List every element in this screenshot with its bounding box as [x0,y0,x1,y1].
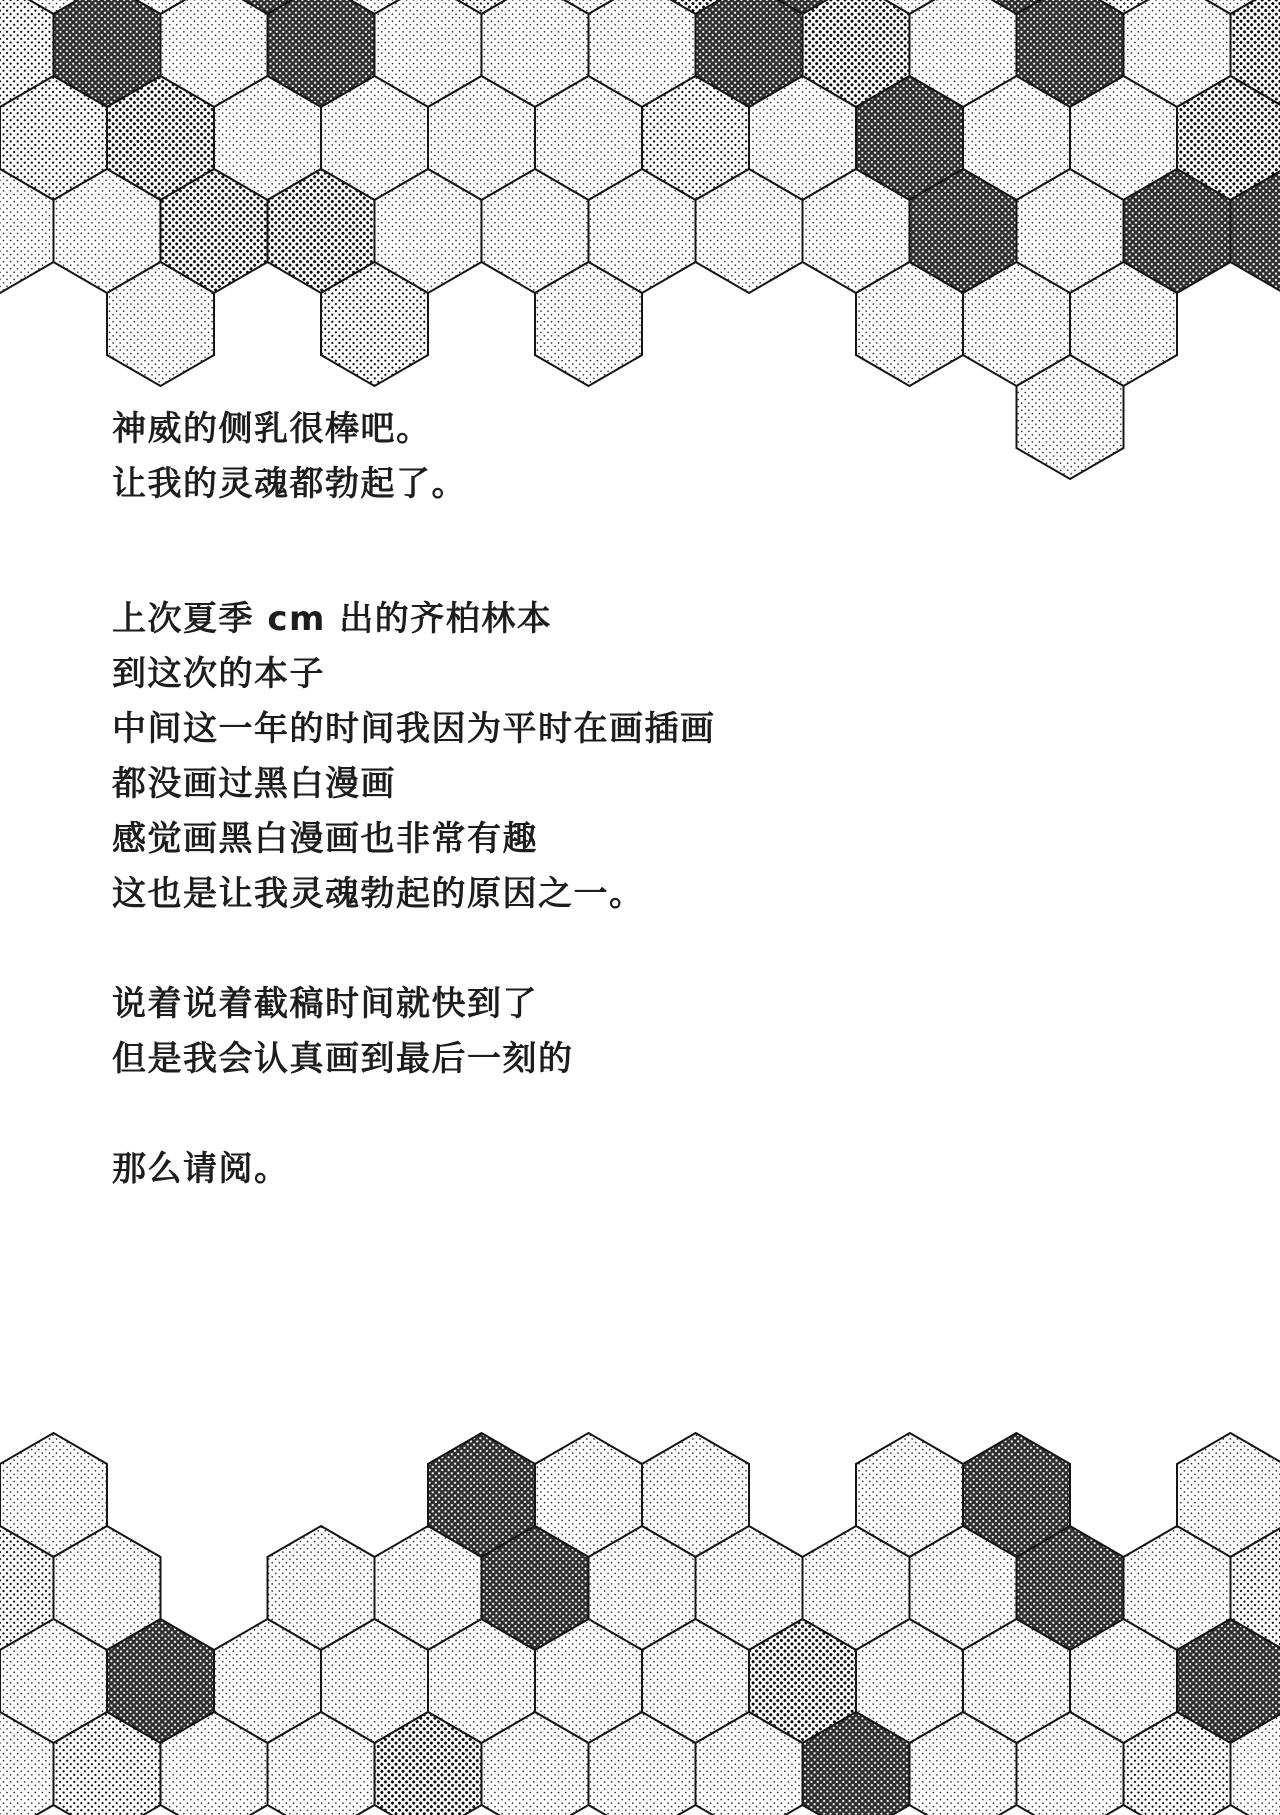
afterword-line: 到这次的本子 [112,654,325,694]
afterword-text [112,402,1172,1197]
afterword-line: 神威的侧乳很棒吧。 [112,409,432,449]
afterword-paragraph [112,977,1172,1087]
afterword-line: 让我的灵魂都勃起了。 [112,464,467,504]
afterword-paragraph [112,592,1172,922]
afterword-line: 这也是让我灵魂勃起的原因之一。 [112,874,645,914]
afterword-line: 中间这一年的时间我因为平时在画插画 [112,709,716,749]
afterword-line: 说着说着截稿时间就快到了 [112,984,538,1024]
afterword-line: 上次夏季 cm 出的齐柏林本 [112,599,553,639]
afterword-line: 都没画过黑白漫画 [112,764,396,804]
afterword-paragraph [112,1142,1172,1197]
afterword-paragraph [112,402,1172,512]
afterword-line: 感觉画黑白漫画也非常有趣 [112,819,538,859]
afterword-line: 但是我会认真画到最后一刻的 [112,1039,574,1079]
afterword-line: 那么请阅。 [112,1149,290,1189]
hexagon-pattern-bottom [0,1433,1280,1815]
